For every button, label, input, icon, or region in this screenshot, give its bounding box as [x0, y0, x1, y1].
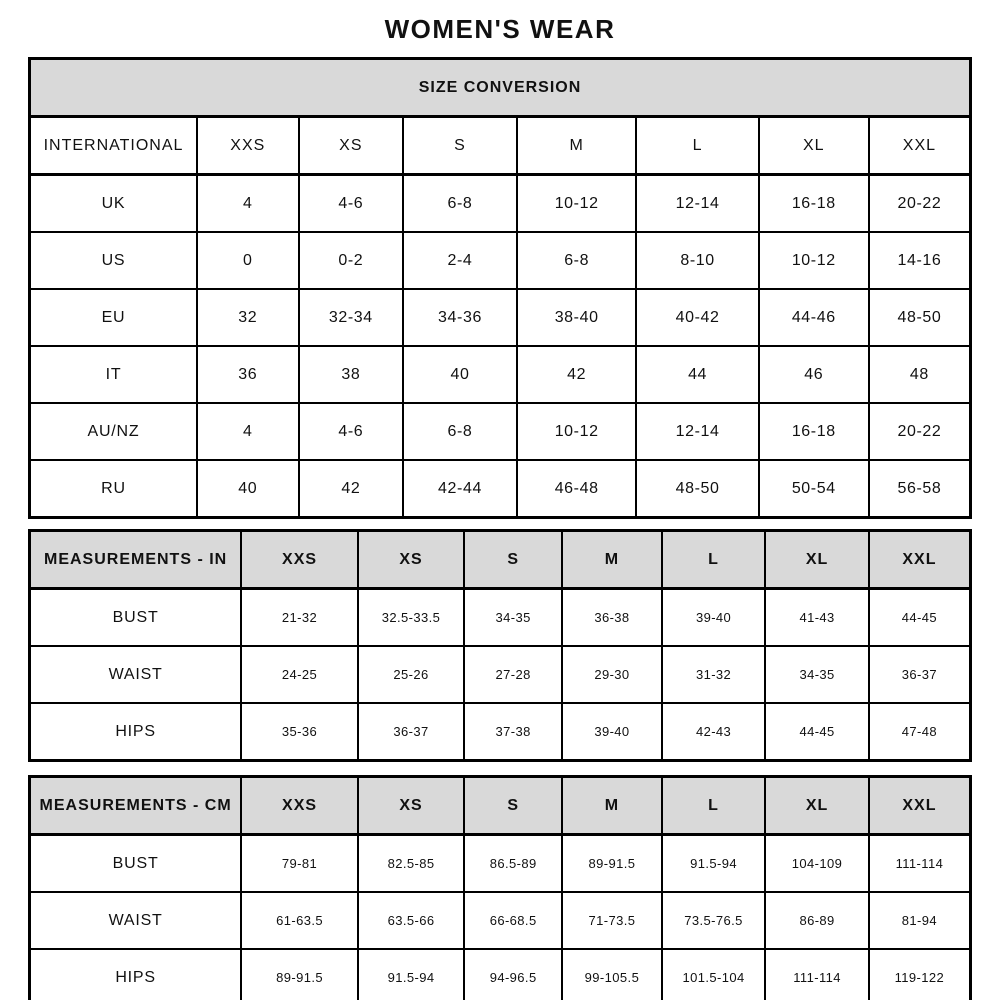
- column-header-xxl: XXL: [869, 531, 971, 589]
- cell-ru-xs: 42: [299, 460, 403, 518]
- cell-uk-xxs: 4: [197, 175, 299, 233]
- cell-us-xl: 10-12: [759, 232, 869, 289]
- cell-us-xs: 0-2: [299, 232, 403, 289]
- table-row-waist: [30, 646, 971, 703]
- cell-au-nz-xxl: 20-22: [869, 403, 971, 460]
- table-row-us: [30, 232, 971, 289]
- cell-waist-xl: 34-35: [765, 646, 869, 703]
- row-label-it: IT: [30, 346, 197, 403]
- column-header-xxl: XXL: [869, 117, 971, 175]
- cell-eu-xs: 32-34: [299, 289, 403, 346]
- page-title: WOMEN'S WEAR: [384, 14, 616, 44]
- cell-bust-s: 34-35: [464, 589, 562, 647]
- cell-waist-s: 27-28: [464, 646, 562, 703]
- cell-uk-xl: 16-18: [759, 175, 869, 233]
- row-label-eu: EU: [30, 289, 197, 346]
- column-header-xxs: XXS: [241, 531, 358, 589]
- cell-it-xxs: 36: [197, 346, 299, 403]
- cell-ru-l: 48-50: [636, 460, 758, 518]
- cell-bust-xxl: 44-45: [869, 589, 971, 647]
- cell-bust-l: 39-40: [662, 589, 766, 647]
- size-conversion-table: [28, 57, 972, 519]
- table-row-au-nz: [30, 403, 971, 460]
- cell-bust-l: 91.5-94: [662, 835, 766, 893]
- cell-eu-xxs: 32: [197, 289, 299, 346]
- cell-eu-m: 38-40: [517, 289, 637, 346]
- cell-it-xl: 46: [759, 346, 869, 403]
- cell-ru-s: 42-44: [403, 460, 517, 518]
- cell-us-m: 6-8: [517, 232, 637, 289]
- table-row-hips: [30, 949, 971, 1000]
- column-header-l: L: [662, 531, 766, 589]
- column-header-xxs: XXS: [197, 117, 299, 175]
- row-label-ru: RU: [30, 460, 197, 518]
- column-header-l: L: [662, 777, 766, 835]
- cell-bust-xl: 104-109: [765, 835, 869, 893]
- cell-hips-xl: 111-114: [765, 949, 869, 1000]
- row-label-bust: BUST: [30, 589, 242, 647]
- cell-ru-xxs: 40: [197, 460, 299, 518]
- cell-uk-l: 12-14: [636, 175, 758, 233]
- cell-it-m: 42: [517, 346, 637, 403]
- column-header-measurements-cm: MEASUREMENTS - CM: [30, 777, 242, 835]
- cell-uk-m: 10-12: [517, 175, 637, 233]
- cell-hips-s: 94-96.5: [464, 949, 562, 1000]
- cell-hips-l: 42-43: [662, 703, 766, 761]
- table-row-uk: [30, 175, 971, 233]
- cell-waist-xs: 63.5-66: [358, 892, 464, 949]
- cell-hips-xs: 91.5-94: [358, 949, 464, 1000]
- table-row-bust: [30, 835, 971, 893]
- cell-it-xxl: 48: [869, 346, 971, 403]
- row-label-hips: HIPS: [30, 703, 242, 761]
- cell-us-l: 8-10: [636, 232, 758, 289]
- table-row-waist: [30, 892, 971, 949]
- column-header-s: S: [464, 777, 562, 835]
- table-row-bust: [30, 589, 971, 647]
- size-conversion-band-row: [30, 59, 971, 117]
- cell-ru-m: 46-48: [517, 460, 637, 518]
- column-header-international: INTERNATIONAL: [30, 117, 197, 175]
- row-label-waist: WAIST: [30, 892, 242, 949]
- cell-au-nz-xl: 16-18: [759, 403, 869, 460]
- column-header-xs: XS: [299, 117, 403, 175]
- cell-au-nz-xs: 4-6: [299, 403, 403, 460]
- cell-us-xxs: 0: [197, 232, 299, 289]
- table-row-ru: [30, 460, 971, 518]
- cell-waist-xl: 86-89: [765, 892, 869, 949]
- cell-eu-s: 34-36: [403, 289, 517, 346]
- column-header-xl: XL: [765, 777, 869, 835]
- cell-au-nz-s: 6-8: [403, 403, 517, 460]
- measurements-in-header-row: [30, 531, 971, 589]
- cell-eu-xxl: 48-50: [869, 289, 971, 346]
- column-header-xs: XS: [358, 531, 464, 589]
- cell-eu-l: 40-42: [636, 289, 758, 346]
- cell-hips-m: 99-105.5: [562, 949, 662, 1000]
- cell-bust-xxs: 21-32: [241, 589, 358, 647]
- row-label-hips: HIPS: [30, 949, 242, 1000]
- cell-waist-m: 29-30: [562, 646, 662, 703]
- cell-bust-m: 89-91.5: [562, 835, 662, 893]
- table-row-eu: [30, 289, 971, 346]
- column-header-m: M: [517, 117, 637, 175]
- cell-it-s: 40: [403, 346, 517, 403]
- cell-hips-xl: 44-45: [765, 703, 869, 761]
- cell-waist-xs: 25-26: [358, 646, 464, 703]
- cell-waist-s: 66-68.5: [464, 892, 562, 949]
- cell-hips-l: 101.5-104: [662, 949, 766, 1000]
- column-header-m: M: [562, 777, 662, 835]
- column-header-measurements-in: MEASUREMENTS - IN: [30, 531, 242, 589]
- column-header-xl: XL: [765, 531, 869, 589]
- column-header-s: S: [464, 531, 562, 589]
- cell-waist-xxl: 36-37: [869, 646, 971, 703]
- cell-eu-xl: 44-46: [759, 289, 869, 346]
- cell-waist-l: 31-32: [662, 646, 766, 703]
- cell-bust-m: 36-38: [562, 589, 662, 647]
- cell-hips-xxs: 89-91.5: [241, 949, 358, 1000]
- cell-au-nz-xxs: 4: [197, 403, 299, 460]
- cell-us-xxl: 14-16: [869, 232, 971, 289]
- cell-waist-xxs: 24-25: [241, 646, 358, 703]
- cell-au-nz-l: 12-14: [636, 403, 758, 460]
- cell-it-xs: 38: [299, 346, 403, 403]
- cell-us-s: 2-4: [403, 232, 517, 289]
- row-label-waist: WAIST: [30, 646, 242, 703]
- cell-uk-s: 6-8: [403, 175, 517, 233]
- cell-hips-s: 37-38: [464, 703, 562, 761]
- table-row-hips: [30, 703, 971, 761]
- cell-waist-xxs: 61-63.5: [241, 892, 358, 949]
- cell-hips-xxl: 119-122: [869, 949, 971, 1000]
- column-header-s: S: [403, 117, 517, 175]
- cell-bust-xs: 32.5-33.5: [358, 589, 464, 647]
- cell-waist-l: 73.5-76.5: [662, 892, 766, 949]
- size-conversion-header-row: [30, 117, 971, 175]
- cell-bust-xl: 41-43: [765, 589, 869, 647]
- measurements-in-table: [28, 529, 972, 762]
- column-header-xl: XL: [759, 117, 869, 175]
- table-row-it: [30, 346, 971, 403]
- cell-hips-m: 39-40: [562, 703, 662, 761]
- cell-bust-xs: 82.5-85: [358, 835, 464, 893]
- column-header-l: L: [636, 117, 758, 175]
- row-label-au-nz: AU/NZ: [30, 403, 197, 460]
- measurements-cm-table: [28, 775, 972, 1000]
- column-header-xs: XS: [358, 777, 464, 835]
- cell-waist-m: 71-73.5: [562, 892, 662, 949]
- cell-hips-xs: 36-37: [358, 703, 464, 761]
- cell-uk-xs: 4-6: [299, 175, 403, 233]
- cell-it-l: 44: [636, 346, 758, 403]
- cell-waist-xxl: 81-94: [869, 892, 971, 949]
- column-header-m: M: [562, 531, 662, 589]
- cell-hips-xxl: 47-48: [869, 703, 971, 761]
- size-conversion-header: SIZE CONVERSION: [30, 59, 971, 117]
- cell-ru-xl: 50-54: [759, 460, 869, 518]
- column-header-xxs: XXS: [241, 777, 358, 835]
- cell-ru-xxl: 56-58: [869, 460, 971, 518]
- cell-hips-xxs: 35-36: [241, 703, 358, 761]
- column-header-xxl: XXL: [869, 777, 971, 835]
- row-label-bust: BUST: [30, 835, 242, 893]
- row-label-uk: UK: [30, 175, 197, 233]
- measurements-cm-header-row: [30, 777, 971, 835]
- row-label-us: US: [30, 232, 197, 289]
- cell-bust-xxl: 111-114: [869, 835, 971, 893]
- cell-bust-s: 86.5-89: [464, 835, 562, 893]
- cell-uk-xxl: 20-22: [869, 175, 971, 233]
- cell-au-nz-m: 10-12: [517, 403, 637, 460]
- cell-bust-xxs: 79-81: [241, 835, 358, 893]
